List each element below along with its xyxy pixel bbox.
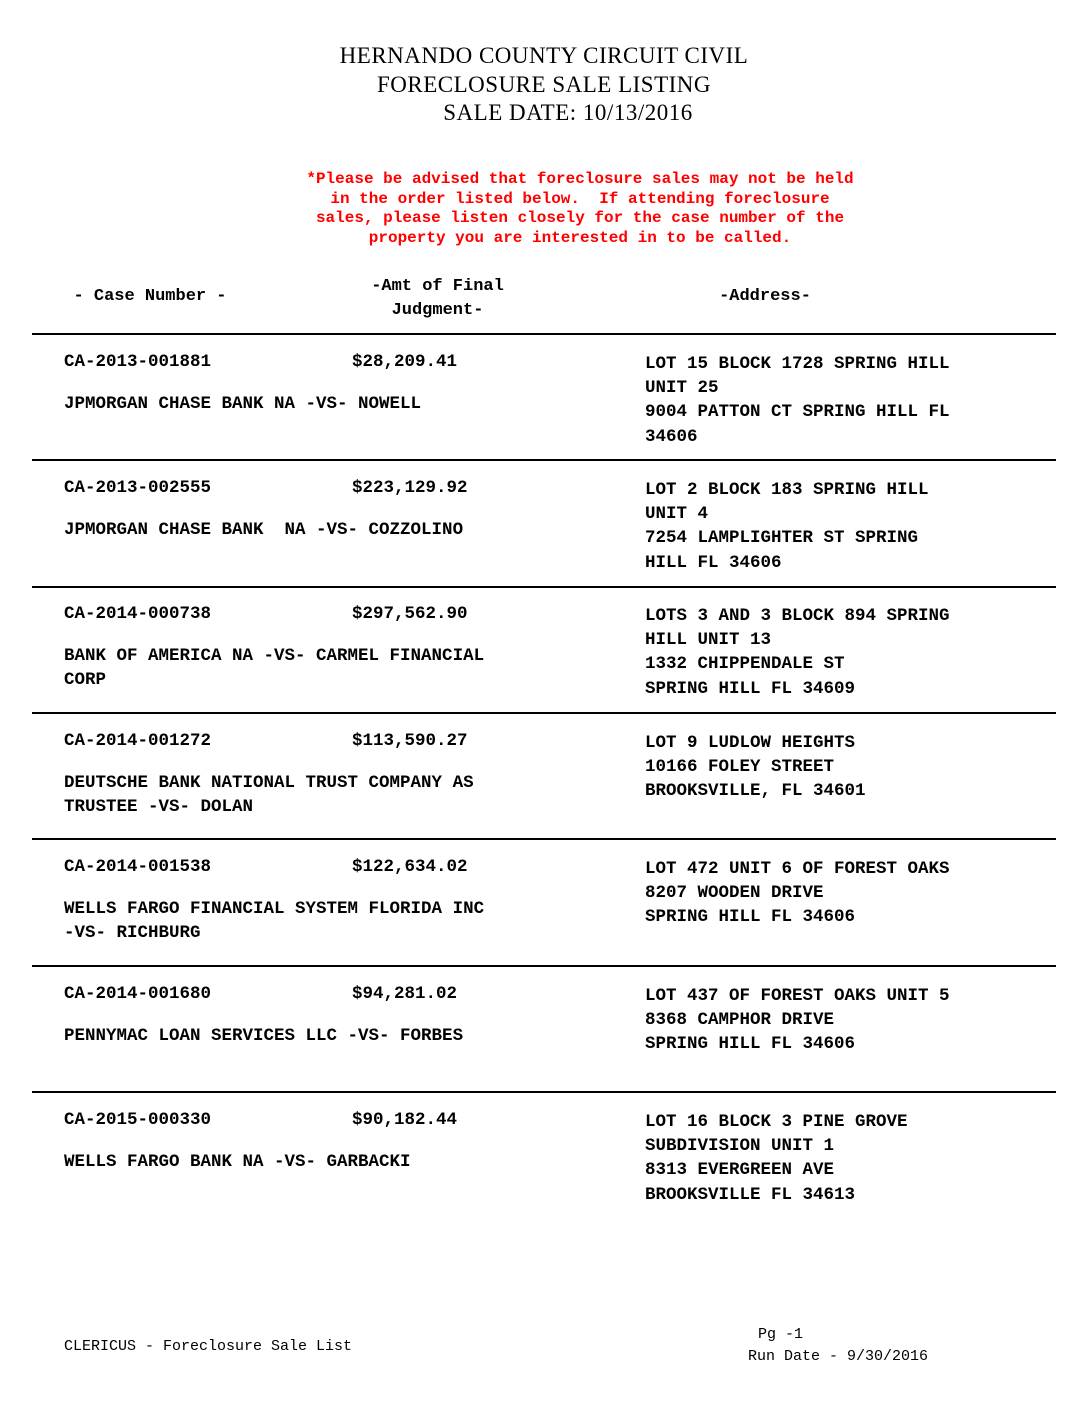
address-line: SPRING HILL FL 34609 bbox=[645, 678, 856, 699]
notice-line: in the order listed below. If attending foreclosure bbox=[330, 189, 830, 208]
case-number: CA-2013-002555 bbox=[64, 478, 212, 498]
parties-line: JPMORGAN CHASE BANK NA -VS- COZZOLINO bbox=[64, 520, 464, 540]
address-line: SUBDIVISION UNIT 1 bbox=[645, 1136, 835, 1157]
divider bbox=[32, 333, 1056, 335]
address-line: 7254 LAMPLIGHTER ST SPRING bbox=[645, 528, 919, 549]
address-line: LOT 15 BLOCK 1728 SPRING HILL bbox=[645, 354, 950, 374]
sale-date: SALE DATE: 10/13/2016 bbox=[443, 100, 693, 125]
parties-line: DEUTSCHE BANK NATIONAL TRUST COMPANY AS bbox=[64, 773, 474, 793]
judgment-amount: $90,182.44 bbox=[352, 1110, 458, 1130]
advisory-notice bbox=[230, 170, 930, 248]
parties-line: CORP bbox=[64, 670, 107, 691]
case-parties bbox=[64, 392, 604, 416]
address-line: BROOKSVILLE, FL 34601 bbox=[645, 781, 866, 802]
judgment-amount: $297,562.90 bbox=[352, 604, 468, 624]
notice-line: *Please be advised that foreclosure sales may not be held bbox=[306, 170, 854, 188]
case-number: CA-2013-001881 bbox=[64, 352, 212, 372]
divider bbox=[32, 712, 1056, 714]
address-line: UNIT 25 bbox=[645, 378, 719, 399]
case-number: CA-2014-001680 bbox=[64, 984, 212, 1004]
parties-line: PENNYMAC LOAN SERVICES LLC -VS- FORBES bbox=[64, 1026, 464, 1046]
column-header-amount-line: Judgment- bbox=[391, 301, 484, 320]
footer-page-number: Pg -1 bbox=[758, 1326, 804, 1343]
case-parties bbox=[64, 771, 604, 819]
judgment-amount: $122,634.02 bbox=[352, 857, 468, 877]
case-parties bbox=[64, 1024, 604, 1048]
address-line: 10166 FOLEY STREET bbox=[645, 757, 835, 778]
property-address bbox=[645, 857, 1065, 930]
address-line: LOT 437 OF FOREST OAKS UNIT 5 bbox=[645, 986, 950, 1006]
case-number: CA-2014-000738 bbox=[64, 604, 212, 624]
divider bbox=[32, 838, 1056, 840]
notice-line: sales, please listen closely for the case number of the bbox=[315, 209, 845, 227]
case-parties bbox=[64, 644, 604, 692]
judgment-amount: $28,209.41 bbox=[352, 352, 458, 372]
parties-line: TRUSTEE -VS- DOLAN bbox=[64, 797, 254, 818]
address-line: UNIT 4 bbox=[645, 504, 709, 525]
column-header-amount-line: -Amt of Final bbox=[371, 277, 504, 296]
judgment-amount: $94,281.02 bbox=[352, 984, 458, 1004]
column-header-case-number: - Case Number - bbox=[73, 287, 227, 306]
property-address bbox=[645, 352, 1065, 449]
divider bbox=[32, 586, 1056, 588]
property-address bbox=[645, 731, 1065, 804]
address-line: LOTS 3 AND 3 BLOCK 894 SPRING bbox=[645, 606, 950, 626]
parties-line: -VS- RICHBURG bbox=[64, 923, 201, 944]
address-line: 8207 WOODEN DRIVE bbox=[645, 883, 824, 904]
divider bbox=[32, 1091, 1056, 1093]
address-line: SPRING HILL FL 34606 bbox=[645, 1034, 856, 1055]
divider bbox=[32, 459, 1056, 461]
address-line: HILL FL 34606 bbox=[645, 552, 782, 573]
document-header bbox=[0, 42, 1088, 128]
address-line: BROOKSVILLE FL 34613 bbox=[645, 1184, 856, 1205]
address-line: SPRING HILL FL 34606 bbox=[645, 907, 856, 928]
address-line: 9004 PATTON CT SPRING HILL FL bbox=[645, 402, 950, 423]
case-parties bbox=[64, 897, 604, 945]
judgment-amount: $223,129.92 bbox=[352, 478, 468, 498]
case-number: CA-2014-001272 bbox=[64, 731, 212, 751]
address-line: 8313 EVERGREEN AVE bbox=[645, 1160, 835, 1181]
judgment-amount: $113,590.27 bbox=[352, 731, 468, 751]
address-line: LOT 16 BLOCK 3 PINE GROVE bbox=[645, 1112, 908, 1132]
parties-line: JPMORGAN CHASE BANK NA -VS- NOWELL bbox=[64, 394, 422, 414]
column-header-amount bbox=[330, 275, 545, 323]
parties-line: WELLS FARGO BANK NA -VS- GARBACKI bbox=[64, 1152, 411, 1172]
parties-line: BANK OF AMERICA NA -VS- CARMEL FINANCIAL bbox=[64, 646, 485, 666]
case-number: CA-2015-000330 bbox=[64, 1110, 212, 1130]
footer-run-date: Run Date - 9/30/2016 bbox=[748, 1348, 929, 1365]
case-parties bbox=[64, 518, 604, 542]
case-number: CA-2014-001538 bbox=[64, 857, 212, 877]
property-address bbox=[645, 1110, 1065, 1207]
address-line: LOT 472 UNIT 6 OF FOREST OAKS bbox=[645, 859, 950, 879]
court-title: HERNANDO COUNTY CIRCUIT CIVIL bbox=[339, 43, 749, 68]
divider bbox=[32, 965, 1056, 967]
address-line: LOT 9 LUDLOW HEIGHTS bbox=[645, 733, 856, 753]
footer-system-name: CLERICUS - Foreclosure Sale List bbox=[64, 1338, 353, 1355]
parties-line: WELLS FARGO FINANCIAL SYSTEM FLORIDA INC bbox=[64, 899, 485, 919]
address-line: LOT 2 BLOCK 183 SPRING HILL bbox=[645, 480, 929, 500]
column-header-address: -Address- bbox=[719, 287, 811, 306]
address-line: 34606 bbox=[645, 426, 698, 447]
address-line: 1332 CHIPPENDALE ST bbox=[645, 654, 845, 675]
property-address bbox=[645, 604, 1065, 701]
property-address bbox=[645, 478, 1065, 575]
notice-line: property you are interested in to be called. bbox=[368, 228, 792, 247]
case-parties bbox=[64, 1150, 604, 1174]
address-line: 8368 CAMPHOR DRIVE bbox=[645, 1010, 835, 1031]
listing-title: FORECLOSURE SALE LISTING bbox=[376, 71, 711, 97]
address-line: HILL UNIT 13 bbox=[645, 630, 772, 651]
property-address bbox=[645, 984, 1065, 1057]
